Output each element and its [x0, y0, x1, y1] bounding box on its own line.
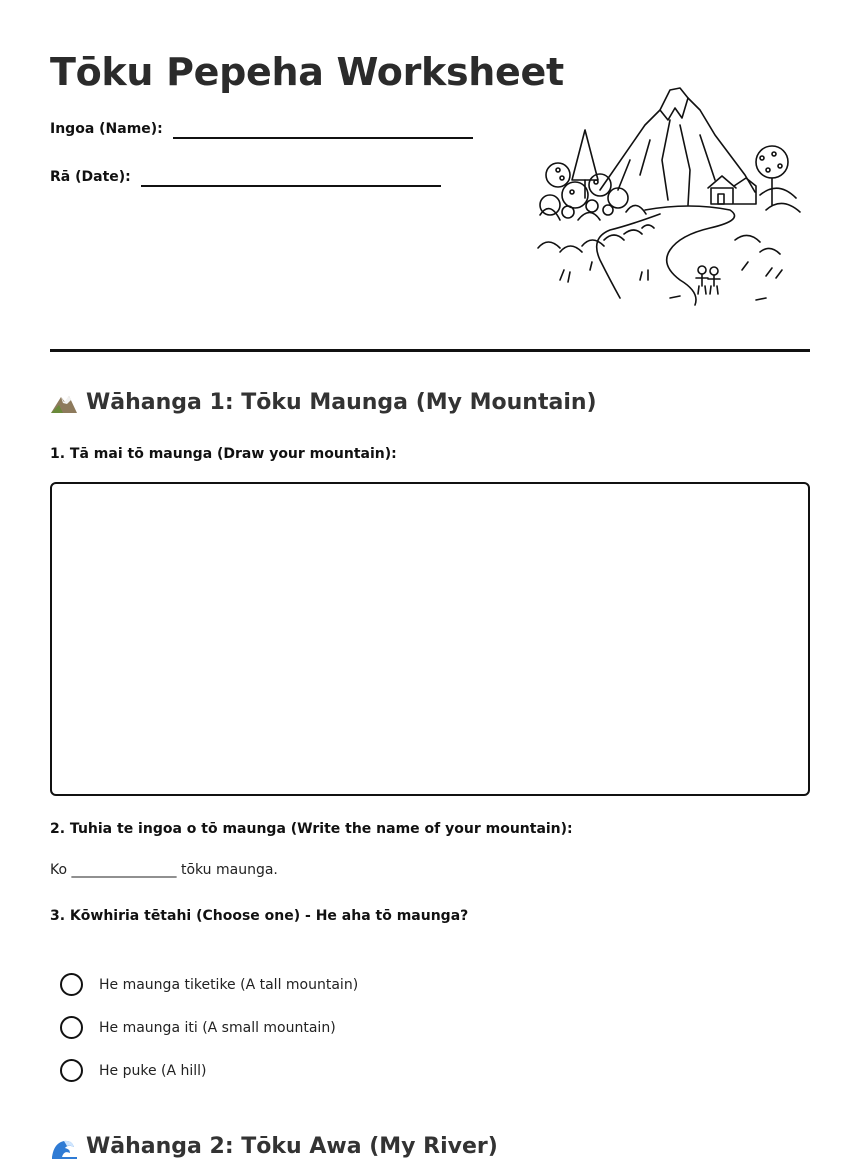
wave-emoji-icon — [50, 1135, 78, 1159]
option-small-mountain[interactable] — [60, 1016, 336, 1039]
section-2-heading-text: Wāhanga 2: Tōku Awa (My River) — [86, 1134, 498, 1159]
option-label: He puke (A hill) — [99, 1062, 207, 1079]
name-label: Ingoa (Name): — [50, 121, 163, 137]
section-divider — [50, 349, 810, 352]
section-1-heading — [50, 390, 597, 415]
mountain-name-sentence[interactable]: Ko _______________ tōku maunga. — [50, 862, 278, 878]
radio-button[interactable] — [60, 1016, 83, 1039]
radio-button[interactable] — [60, 973, 83, 996]
question-3: 3. Kōwhiria tētahi (Choose one) - He aha tō maunga? — [50, 908, 469, 924]
option-tall-mountain[interactable] — [60, 973, 358, 996]
date-input-line[interactable] — [141, 184, 441, 187]
date-field — [50, 169, 441, 185]
question-1: 1. Tā mai tō maunga (Draw your mountain): — [50, 446, 397, 462]
option-label: He maunga iti (A small mountain) — [99, 1019, 336, 1036]
option-hill[interactable] — [60, 1059, 207, 1082]
option-label: He maunga tiketike (A tall mountain) — [99, 976, 359, 993]
radio-button[interactable] — [60, 1059, 83, 1082]
page-title: Tōku Pepeha Worksheet — [50, 50, 564, 94]
section-1-heading-text: Wāhanga 1: Tōku Maunga (My Mountain) — [86, 390, 597, 415]
mountain-landscape-illustration — [530, 80, 810, 310]
question-2: 2. Tuhia te ingoa o tō maunga (Write the name of your mountain): — [50, 821, 573, 837]
drawing-area[interactable] — [50, 482, 810, 796]
section-2-heading — [50, 1134, 498, 1159]
date-label: Rā (Date): — [50, 169, 131, 185]
name-field — [50, 121, 473, 137]
name-input-line[interactable] — [173, 136, 473, 139]
mountain-emoji-icon — [50, 391, 78, 415]
